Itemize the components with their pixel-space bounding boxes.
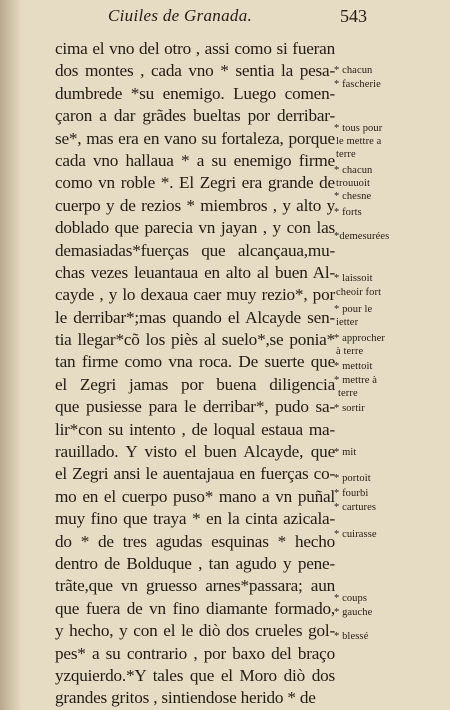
page-number: 543	[340, 6, 367, 26]
margin-gloss: * cuirasse	[334, 529, 377, 540]
margin-gloss: terre	[336, 149, 356, 160]
text-line: que fuera de vn fino diamante formado,	[55, 598, 335, 618]
text-line: dumbrede *su enemigo. Luego comen-	[55, 83, 335, 103]
margin-gloss: * mettre à	[334, 375, 377, 386]
margin-gloss: à terre	[336, 346, 364, 357]
page-header	[0, 4, 450, 32]
margin-gloss: * coups	[334, 593, 368, 604]
margin-gloss: le mettre a	[336, 136, 382, 147]
text-line: cayde , y lo dexaua caer muy rezio*, por	[55, 285, 335, 305]
text-line: el Zegri jamas por buena diligencia	[55, 374, 335, 394]
margin-gloss: * portoit	[334, 473, 371, 484]
text-line: se*, mas era en vano su fortaleza, porque	[55, 128, 335, 148]
text-line: do * de tres agudas esquinas * hecho	[55, 531, 335, 551]
text-line: çaron a dar grãdes bueltas por derribar-	[55, 106, 335, 126]
text-line: tia llegar*cõ los piès al suelo*,se ponia*	[55, 330, 335, 350]
text-line: pes* a su contrario , por baxo del braço	[55, 643, 335, 663]
margin-gloss: * fascherie	[334, 79, 381, 90]
text-line: como vn roble *. El Zegri era grande de	[55, 173, 335, 193]
text-line: doblado que parecia vn jayan , y con las	[55, 218, 335, 238]
margin-gloss: * chacun	[334, 165, 373, 176]
margin-gloss: * pour le	[334, 304, 373, 315]
page-gutter-shadow	[0, 0, 22, 710]
text-line: grandes gritos , sintiendose herido * de	[55, 688, 316, 708]
margin-gloss: * chacun	[334, 65, 373, 76]
text-line: mo en el cuerpo puso* mano a vn puñal	[55, 486, 335, 506]
text-line: cima el vno del otro , assi como si fueran	[55, 39, 335, 58]
text-line: el Zegri ansi le auentajaua en fuerças co-	[55, 464, 335, 484]
margin-gloss: * mettoit	[334, 361, 373, 372]
margin-gloss: * sortir	[334, 403, 365, 414]
text-line: trãte,que vn gruesso arnes*passara; aun	[55, 576, 335, 596]
margin-gloss: * approcher	[334, 333, 385, 344]
text-line: demasiadas*fuerças que alcançaua,mu-	[55, 240, 335, 260]
margin-gloss: *demesurées	[334, 231, 390, 242]
margin-gloss: * blessé	[334, 631, 369, 642]
text-line: muy fino que traya * en la cinta azicala-	[55, 509, 335, 529]
margin-gloss: * gauche	[334, 607, 373, 618]
margin-gloss: * chesne	[334, 191, 372, 202]
text-line: dos montes , cada vno * sentia la pesa-	[55, 61, 335, 81]
text-line: le derribar*;mas quando el Alcayde sen-	[55, 307, 335, 327]
margin-gloss: * cartures	[334, 502, 377, 513]
margin-gloss: * forts	[334, 207, 362, 218]
margin-gloss: * mit	[334, 447, 357, 458]
margin-gloss: * fourbi	[334, 488, 369, 499]
text-line: yzquierdo.*Y tales que el Moro diò dos	[55, 665, 335, 685]
text-line: cuerpo y de rezios * miembros , y alto y	[55, 195, 335, 215]
main-text-block	[55, 38, 335, 710]
text-line: y hecho, y con el le diò dos crueles gol-	[55, 621, 335, 641]
text-line: rauillado. Y visto el buen Alcayde, que	[55, 442, 335, 462]
margin-gloss: * tous pour	[334, 123, 383, 134]
text-line: que pusiesse para le derribar*, pudo sa-	[55, 397, 335, 417]
running-title: Ciuiles de Granada.	[108, 6, 253, 25]
text-line: cada vno hallaua * a su enemigo firme	[55, 150, 335, 170]
margin-gloss: cheoir fort	[336, 287, 382, 298]
margin-gloss: terre	[338, 388, 358, 399]
margin-gloss: * laissoit	[334, 273, 373, 284]
margin-gloss: trouuoit	[336, 178, 371, 189]
margin-gloss: ietter	[336, 317, 359, 328]
text-line: dentro de Bolduque , tan agudo y pene-	[55, 553, 335, 573]
text-line: tan firme como vna roca. De suerte que	[55, 352, 335, 372]
text-line: chas vezes leuantaua en alto al buen Al-	[55, 262, 335, 282]
text-line: lir*con su intento , de loqual estaua ma-	[55, 419, 335, 439]
